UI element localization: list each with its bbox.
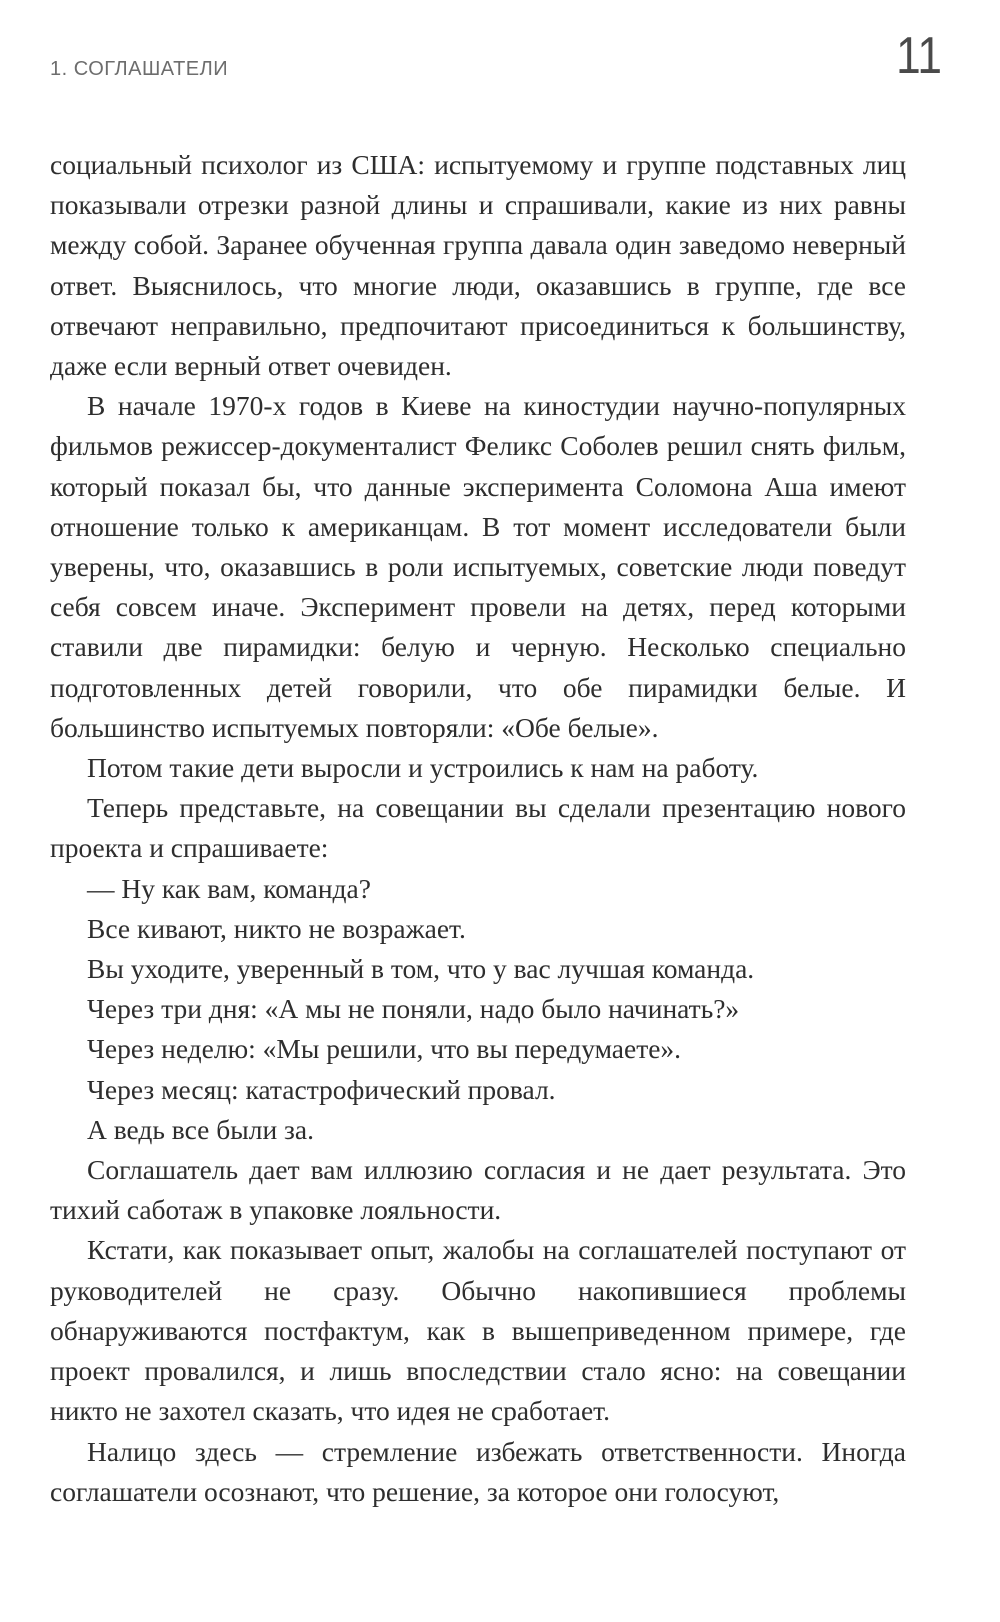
paragraph: Через неделю: «Мы решили, что вы передумаете». — [87, 1033, 682, 1065]
paragraph: Через месяц: катастрофический провал. — [87, 1073, 556, 1105]
paragraph: Кстати, как показывает опыт, жалобы на соглашателей поступают от руководителей не сразу. Обычно накопившиеся проблемы обнаруживаются постфактум, как в вышеприведенном примере, где проект провалился, и лишь впоследствии стало ясно: на совещании никто не захотел сказать, что идея не сработает. — [50, 1234, 906, 1427]
running-head: 1. СОГЛАШАТЕЛИ — [50, 58, 229, 80]
paragraph: Теперь представьте, на совещании вы сделали презентацию нового проекта и спрашиваете: — [50, 792, 906, 864]
page-number: 11 — [896, 27, 942, 85]
dialogue-line: — Ну как вам, команда? — [87, 872, 371, 904]
paragraph: социальный психолог из США: испытуемому и группе подставных лиц показывали отрезки разной длины и спрашивали, какие из них равны между собой. Заранее обученная группа давала один заведомо неверный ответ. Выяснилось, что многие люди, оказавшись в группе, где все отвечают неправильно, предпочитают присоединиться к большинству, даже если верный ответ очевиден. — [50, 149, 906, 382]
paragraph: Через три дня: «А мы не поняли, надо было начинать?» — [87, 993, 740, 1025]
paragraph: Вы уходите, уверенный в том, что у вас лучшая команда. — [87, 953, 755, 985]
paragraph: Все кивают, никто не возражает. — [87, 912, 466, 944]
body-text — [50, 145, 906, 1512]
paragraph: В начале 1970-х годов в Киеве на киностудии научно-популярных фильмов режиссер-документалист Феликс Соболев решил снять фильм, который показал бы, что данные эксперимента Соломона Аша имеют отношение только к американцам. В тот момент исследователи были уверены, что, оказавшись в роли испытуемых, советские люди поведут себя совсем иначе. Эксперимент провели на детях, перед которыми ставили две пирамидки: белую и черную. Несколько специально подготовленных детей говорили, что обе пирамидки белые. И большинство испытуемых повторяли: «Обе белые». — [50, 390, 906, 743]
paragraph: Потом такие дети выросли и устроились к нам на работу. — [87, 752, 759, 784]
paragraph: Соглашатель дает вам иллюзию согласия и не дает результата. Это тихий саботаж в упаковке лояльности. — [50, 1154, 906, 1226]
paragraph: А ведь все были за. — [87, 1113, 314, 1145]
paragraph: Налицо здесь — стремление избежать ответственности. Иногда соглашатели осознают, что решение, за которое они голосуют, — [50, 1435, 906, 1507]
